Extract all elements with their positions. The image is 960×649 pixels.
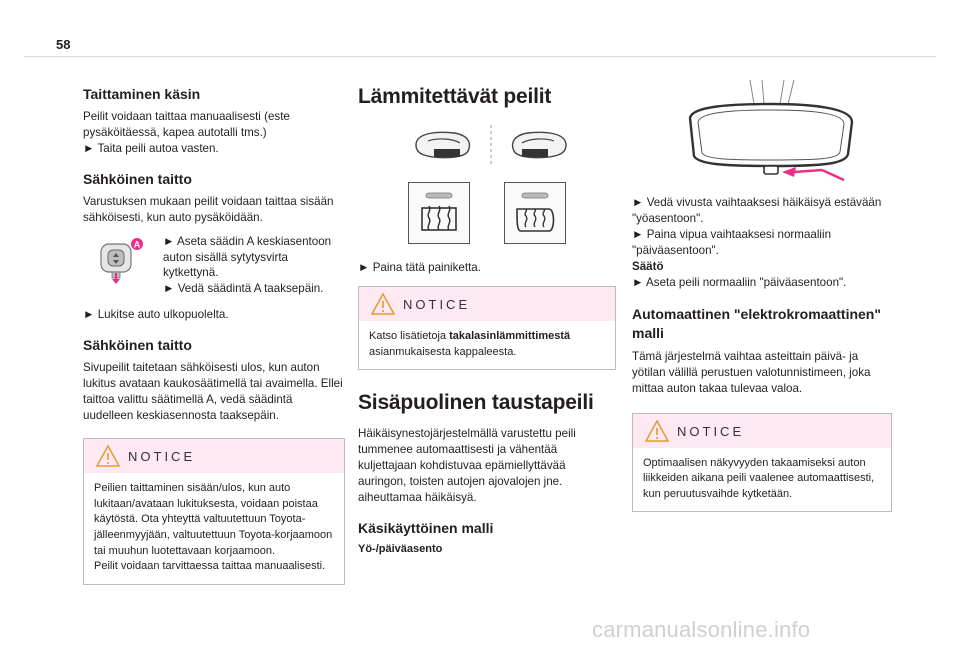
- control-step-1: ► Aseta säädin A keskiasentoon auton sisällä sytytysvirta kytkettynä.: [163, 234, 332, 280]
- notice-text: [359, 321, 615, 369]
- manual-folding-text: Peilit voidaan taittaa manuaalisesti (este pysäköitäessä, kapea autotalli tms.): [83, 109, 290, 139]
- lock-step: ► Lukitse auto ulkopuolelta.: [83, 308, 229, 322]
- interior-mirror-text: Häikäisynestojärjestelmällä varustettu peili tummenee automaattisesti ja vähentää kuljettajaan kohdistuvaa epämiellyttävää auringon, toisten autojen ajovalojen jne. aiheuttamaa häikäisyä.: [358, 426, 576, 504]
- notice-header: [84, 439, 344, 473]
- defroster-buttons: [408, 182, 616, 244]
- column-left: [83, 78, 345, 585]
- notice-header: [359, 287, 615, 321]
- set-day-position-step: ► Aseta peili normaaliin "päiväasentoon".: [632, 275, 847, 289]
- notice-title: NOTICE: [128, 449, 196, 465]
- column-right: [632, 78, 892, 512]
- heated-mirror-illustration: [406, 123, 616, 172]
- mirror-control-icon: [99, 234, 149, 284]
- notice-text: Peilien taittaminen sisään/ulos, kun auto lukitaan/avataan lukituksesta, voidaan poistaa käytöstä. Ota yhteyttä valtuutettuun Toyota-jälleenmyyjään, valtuutettuun Toyota-korjaamoon tai muuhun luotettavaan korjaamoon. Peilit voidaan tarvittaessa taittaa manuaalisesti.: [94, 482, 333, 573]
- warning-triangle-icon: [645, 420, 669, 442]
- mirror-defrost-button[interactable]: [504, 182, 566, 244]
- control-step-2: ► Vedä säädintä A taaksepäin.: [163, 282, 324, 296]
- control-label-a: A: [133, 239, 141, 250]
- electrochromatic-text: Tämä järjestelmä vaihtaa asteittain päivä- ja yötilan välillä perustuen valotunnistimeen, joka mittaa auton takaa tulevaa valoa.: [632, 349, 871, 395]
- notice-title: NOTICE: [403, 297, 471, 313]
- mirror-defrost-icon: [505, 183, 565, 243]
- notice-header: [633, 414, 891, 448]
- rear-defrost-icon: [409, 183, 469, 243]
- heading-electrochromatic: Automaattinen "elektrokromaattinen" malli: [632, 305, 881, 341]
- heading-manual-folding: Taittaminen käsin: [83, 86, 201, 102]
- top-divider: [24, 56, 936, 57]
- mirror-control-row: [83, 234, 345, 298]
- heading-electric-folding-1: Sähköinen taitto: [83, 170, 192, 187]
- rear-view-mirror-illustration: [672, 78, 892, 187]
- side-mirror-icons: [406, 123, 576, 167]
- heading-electric-folding-2: Sähköinen taitto: [83, 337, 192, 354]
- heading-manual-model: Käsikäyttöinen malli: [358, 519, 494, 536]
- heated-mirror-step: ► Paina tätä painiketta.: [358, 261, 481, 275]
- heading-heated-mirrors: Lämmitettävät peilit: [358, 85, 552, 108]
- notice-box-right: [632, 413, 892, 513]
- rear-defrost-button[interactable]: [408, 182, 470, 244]
- adjustment-subtitle: Säätö: [632, 259, 664, 273]
- electric-folding-text: Varustuksen mukaan peilit voidaan taittaa sisään sähköisesti, kun auto pysäköidään.: [83, 194, 334, 224]
- day-position-step: ► Paina vipua vaihtaaksesi normaaliin "päiväasentoon".: [632, 227, 832, 257]
- heading-interior-mirror: Sisäpuolinen taustapeili: [358, 391, 594, 415]
- notice-title: NOTICE: [677, 423, 745, 439]
- notice-box-middle: [358, 286, 616, 370]
- manual-folding-step: ► Taita peili autoa vasten.: [83, 141, 219, 155]
- page-number: 58: [56, 37, 71, 52]
- night-position-step: ► Vedä vivusta vaihtaaksesi häikäisyä estävään "yöasentoon".: [632, 196, 882, 225]
- electric-unfolding-text: Sivupeilit taitetaan sähköisesti ulos, kun auton lukitus avataan kaukosäätimellä tai avaimella. Ellei taittoa valittu säätimellä A, vedä säädintä uudelleen keskiasennosta taaksepäin.: [83, 361, 343, 423]
- notice-box-left: [83, 438, 345, 585]
- column-middle: [358, 78, 616, 557]
- night-day-subtitle: Yö-/päiväasento: [358, 543, 443, 556]
- watermark-text: carmanualsonline.info: [592, 617, 811, 642]
- rear-view-mirror-icon: [672, 78, 862, 182]
- notice-text-part: Katso lisätietoja: [369, 330, 450, 343]
- control-steps: [163, 234, 345, 298]
- notice-text: Optimaalisen näkyvyyden takaamiseksi auton liikkeiden aikana peili vaalenee automaattisesti, kun peruutusvaihde kytketään.: [643, 456, 875, 500]
- mirror-control-illustration: [99, 234, 149, 298]
- notice-text-part: asianmukaisesta kappaleesta.: [369, 345, 517, 358]
- warning-triangle-icon: [371, 293, 395, 315]
- warning-triangle-icon: [96, 445, 120, 467]
- notice-text-bold: takalasinlämmittimestä: [449, 330, 571, 343]
